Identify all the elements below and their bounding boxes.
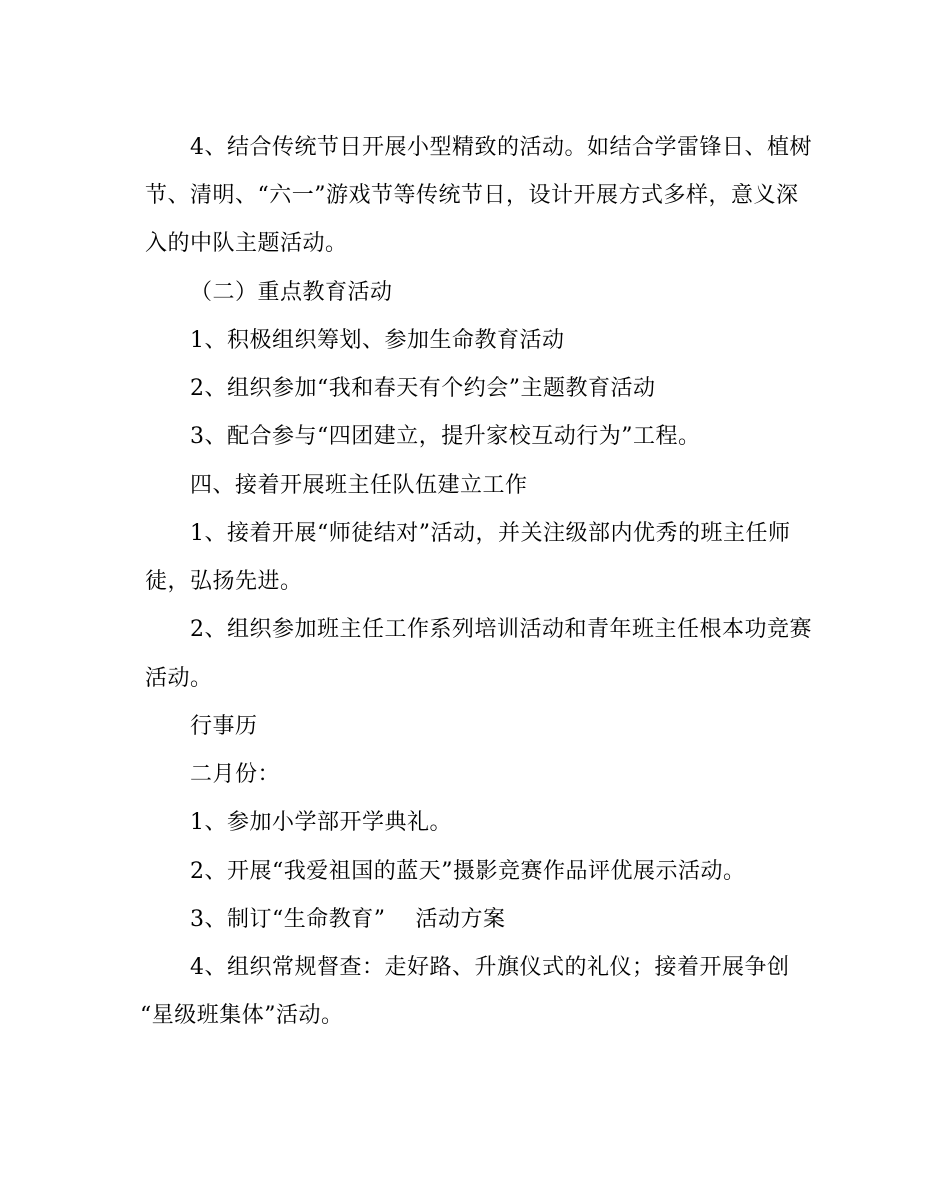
section-heading: 二月份： xyxy=(190,762,281,787)
paragraph-line: 2、组织参加班主任工作系列培训活动和青年班主任根本功竞赛 xyxy=(190,617,812,642)
paragraph-line: 4、结合传统节日开展小型精致的活动。如结合学雷锋日、植树 xyxy=(190,135,812,160)
paragraph-line: 4、组织常规督查：走好路、升旗仪式的礼仪；接着开展争创 xyxy=(190,955,790,980)
paragraph-line: 徒，弘扬先进。 xyxy=(145,569,303,594)
paragraph-line: 1、参加小学部开学典礼。 xyxy=(190,810,452,835)
paragraph-line: 2、组织参加“我和春天有个约会”主题教育活动 xyxy=(190,376,656,401)
paragraph-line: “星级班集体”活动。 xyxy=(140,1003,344,1028)
paragraph-line: 入的中队主题活动。 xyxy=(145,231,348,256)
paragraph-line: 3、配合参与“四团建立，提升家校互动行为”工程。 xyxy=(190,424,701,449)
paragraph-line: 3、制订“生命教育” 活动方案 xyxy=(190,907,506,932)
paragraph-line: 1、积极组织筹划、参加生命教育活动 xyxy=(190,328,565,353)
paragraph-line: 活动。 xyxy=(145,666,213,691)
section-heading: （二）重点教育活动 xyxy=(190,280,393,305)
paragraph-line: 2、开展“我爱祖国的蓝天”摄影竞赛作品评优展示活动。 xyxy=(190,859,746,884)
section-heading: 四、接着开展班主任队伍建立工作 xyxy=(190,473,528,498)
section-heading: 行事历 xyxy=(190,714,258,739)
paragraph-line: 1、接着开展“师徒结对”活动，并关注级部内优秀的班主任师 xyxy=(190,521,791,546)
paragraph-line: 节、清明、“六一”游戏节等传统节日，设计开展方式多样，意义深 xyxy=(145,183,799,208)
